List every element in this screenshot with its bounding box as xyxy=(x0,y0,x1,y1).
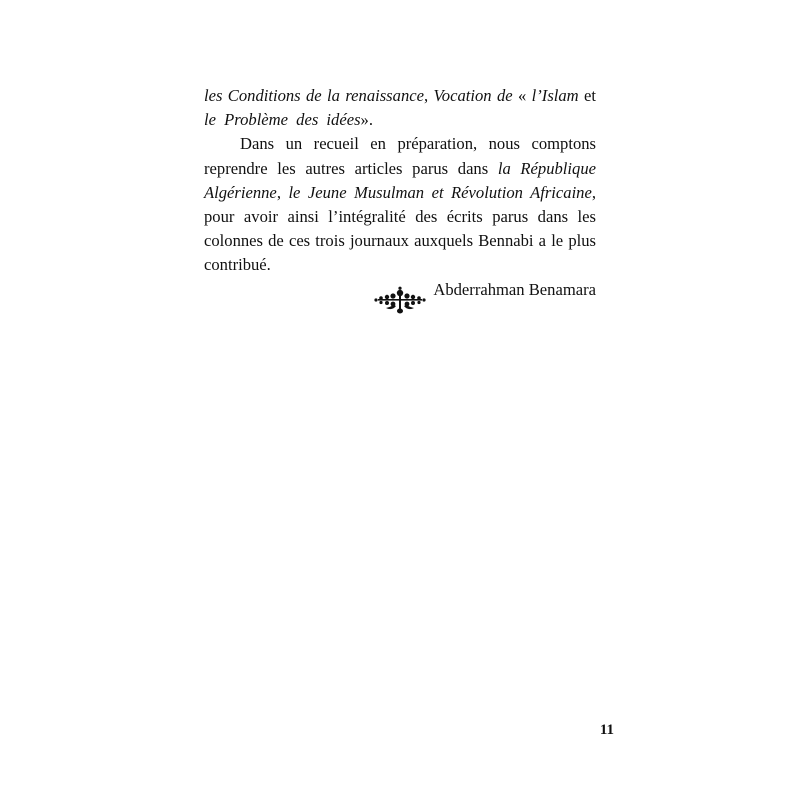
book-title: le Problème des idées xyxy=(204,110,361,130)
book-title: les Conditions de la renaissance xyxy=(204,86,424,105)
separator: ». xyxy=(360,110,373,130)
separator: et xyxy=(578,86,597,105)
separator: , xyxy=(276,182,289,202)
paragraph-titles xyxy=(204,84,596,132)
separator: « xyxy=(512,86,532,105)
main-text xyxy=(204,84,596,302)
floral-ornament-icon xyxy=(372,286,428,316)
paragraph-text: , pour avoir ainsi l’intégralité des écrits parus dans les colonnes de ces trois journaux auxquels Bennabi a le plus contribué. xyxy=(204,182,597,275)
separator xyxy=(424,183,431,202)
book-title: Vocation de xyxy=(433,86,513,105)
paragraph-text: Dans un recueil en préparation, nous comptons reprendre les autres articles parus dans xyxy=(204,134,596,178)
author-signature: Abderrahman Benamara xyxy=(433,279,596,299)
separator: , xyxy=(423,86,434,105)
journal-title: et Révolution Africaine xyxy=(431,182,592,202)
book-title: l’Islam xyxy=(531,86,579,105)
journal-title: le Jeune Musulman xyxy=(288,182,425,202)
paragraph-recueil xyxy=(204,132,596,277)
page-number: 11 xyxy=(599,722,614,738)
journal-title: la République Algérienne xyxy=(204,158,596,202)
